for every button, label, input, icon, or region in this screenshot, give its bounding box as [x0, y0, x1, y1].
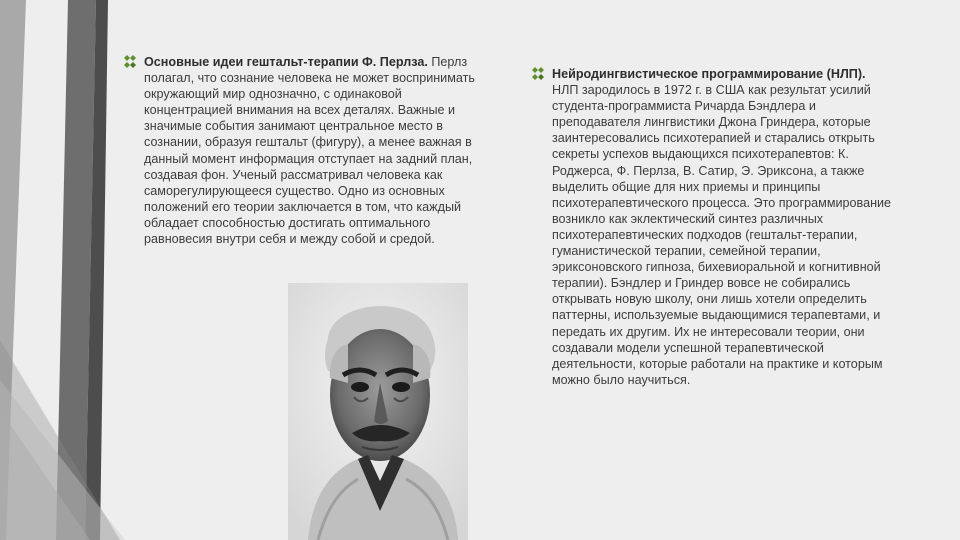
left-heading: Основные идеи гештальт-терапии Ф. Перлза. [144, 55, 428, 69]
portrait-photo [288, 283, 468, 540]
diamond-bullet-icon [122, 54, 140, 70]
right-text-block [530, 54, 900, 388]
left-text-block [122, 54, 482, 247]
right-body-text: НЛП зародилось в 1972 г. в США как результат усилий студента-программиста Ричарда Бэндлера и преподавателя лингвистики Джона Гриндера, которые заинтересовались психотерапией и старались открыть секреты успехов выдающихся психотерапевтов: К. Роджерса, Ф. Перлза, В. Сатир, Э. Эриксона, а также выделить общие для них приемы и принципы психотерапевтического процесса. Это программирование возникло как эклектический синтез различных психотерапевтических подходов (гештальт-терапии, гуманистической терапии, семейной терапии, эриксоновского гипноза, бихевиоральной и когнитивной терапии). Бэндлер и Гриндер вовсе не собирались открывать новую школу, они лишь хотели определить паттерны, используемые выдающимися терапевтами, и передать их другим. Их не интересовали теории, они создавали модели успешной терапевтической деятельности, которые работали на практике и которым можно было научиться. [552, 83, 892, 387]
left-body-text: Перлз полагал, что сознание человека не может воспринимать окружающий мир однозначно, с одинаковой концентрацией внимания на всех деталях. Важные и значимые события занимают центральное место в сознании, образуя гештальт (фигуру), а менее важная в данный момент информация отступает на задний план, создавая фон. Ученый рассматривал человека как саморегулирующееся существо. Одно из основных положений его теории заключается в том, что каждый обладает способностью достигать оптимального равновесия внутри себя и между собой и средой. [144, 55, 475, 247]
decorative-side-bands [0, 0, 130, 540]
diamond-bullet-icon [530, 66, 548, 82]
left-bullet-paragraph [122, 54, 482, 247]
right-bullet-paragraph [530, 54, 900, 388]
right-heading: Нейродингвистическое программирование (НЛП). [552, 67, 866, 81]
